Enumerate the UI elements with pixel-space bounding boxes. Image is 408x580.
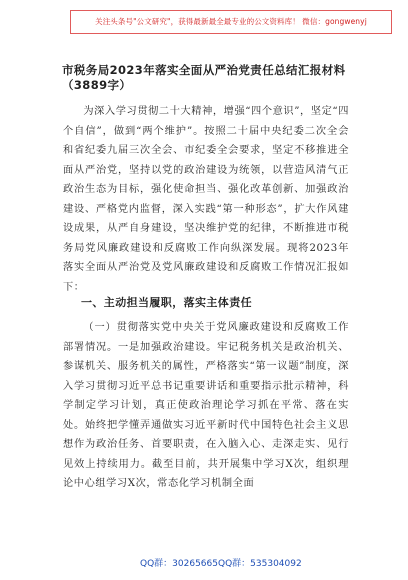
section-1-body bbox=[63, 318, 349, 494]
section-1-paragraph: （一）贯彻落实党中央关于党风廉政建设和反腐败工作部署情况。一是加强政治建设。牢记税务机关是政治机关、参谋机关、服务机关的属性，严格落实“第一议题”制度，深入学习贯彻习近平总书记重要讲话和重要指示批示精神，科学制定学习计划，真正使政治理论学习抓在平常、落在实处。始终把学懂弄通做实习近平新时代中国特色社会主义思想作为政治任务、首要职责，在入脑入心、走深走实、见行见效上持续用力。截至目前，共开展集中学习X次，组织理论中心组学习X次，常态化学习机制全面 bbox=[63, 322, 349, 489]
footer bbox=[0, 556, 408, 572]
promo-banner-text: 关注头条号"公文研究"，获得最新最全最专业的公文资料库！ 微信：gongwenyj bbox=[95, 17, 367, 26]
section-heading-1: 一、主动担当履职，落实主体责任 bbox=[81, 296, 252, 309]
footer-qq-group-2: QQ群：535304092 bbox=[218, 559, 302, 569]
promo-banner bbox=[70, 10, 392, 34]
document-word-count: （3889字） bbox=[62, 78, 132, 92]
document-title: 市税务局2023年落实全面从严治党责任总结汇报材料 bbox=[62, 63, 346, 77]
footer-qq-group-1: QQ群：30265665 bbox=[140, 559, 218, 569]
intro-section bbox=[63, 102, 349, 297]
intro-paragraph: 为深入学习贯彻二十大精神，增强“四个意识”，坚定“四个自信”，做到“两个维护”。按照二十届中央纪委二次全会和省纪委九届三次全会、市纪委全会要求，坚定不移推进全面从严治党，坚持以党的政治建设为统领，以营造风清气正政治生态为目标，强化使命担当、强化改革创新、加强政治建设、严格党内监督，深入实践“第一种形态”，扩大作风建设成果，从严自身建设，坚决维护党的纪律，不断推进市税务局党风廉政建设和反腐败工作向纵深发展。现将2023年落实全面从严治党及党风廉政建设和反腐败工作情况汇报如下： bbox=[63, 106, 349, 293]
